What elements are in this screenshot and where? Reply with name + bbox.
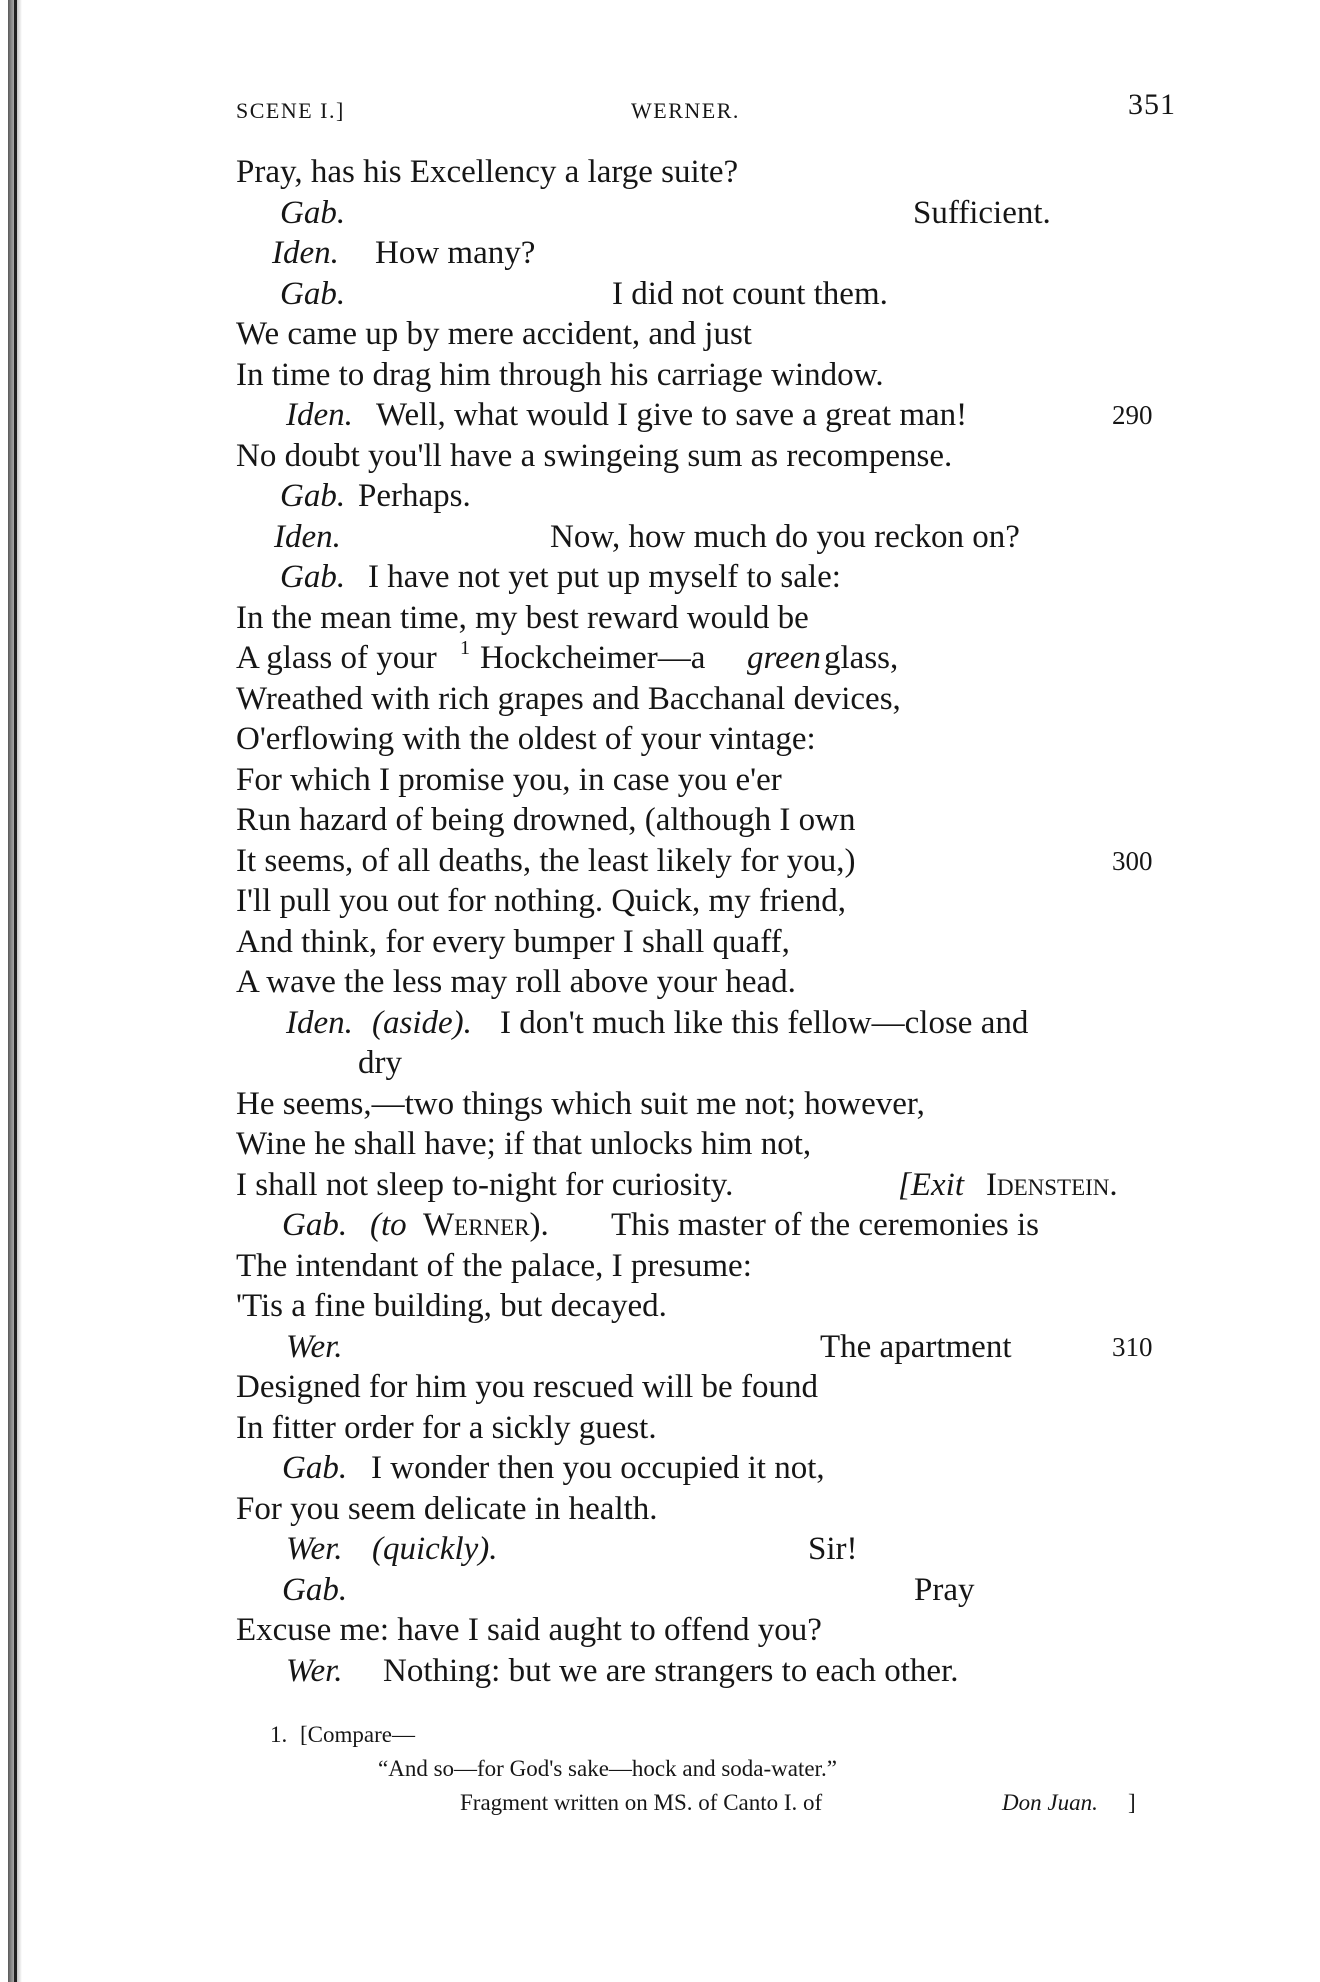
verse-line: In the mean time, my best reward would be (236, 599, 809, 636)
verse-line: I'll pull you out for nothing. Quick, my friend, (236, 883, 846, 919)
speaker-name: Gab. (280, 194, 346, 231)
verse-line: Wer. (quickly). Sir! (0, 1529, 1320, 1570)
stage-direction: [Exit (898, 1166, 964, 1203)
footnote-quote: “And so—for God's sake—hock and soda-water.” (378, 1756, 837, 1781)
verse-line: Gab. (to Werner). This master of the ceremonies is (0, 1205, 1320, 1246)
footnote-quote-line (0, 1756, 1320, 1790)
verse-line: He seems,—two things which suit me not; however, (236, 1085, 925, 1122)
footnote-marker: 1 (460, 637, 470, 659)
header-scene: SCENE I.] (236, 98, 345, 123)
verse-line: Wer. The apartment 310 (0, 1327, 1320, 1368)
footnote-close-bracket: ] (1128, 1790, 1136, 1815)
verse-line: I shall not sleep to-night for curiosity. [Exit Idenstein. (0, 1165, 1320, 1206)
footnote-heading (0, 1722, 1320, 1756)
verse-line: A glass of your 1 Hockcheimer—a green glass, (0, 638, 1320, 679)
speaker-name: Iden. (272, 235, 339, 271)
speaker-name: Gab. (282, 1450, 348, 1486)
stage-direction: (to (370, 1207, 407, 1243)
speaker-name: Gab. (280, 275, 346, 312)
line-number: 290 (1112, 400, 1153, 430)
verse-line: Gab. Sufficient. (0, 193, 1320, 234)
verse-line: The intendant of the palace, I presume: (236, 1247, 752, 1284)
verse-line: Iden. (aside). I don't much like this fellow—close and (0, 1003, 1320, 1044)
verse-line: Gab. I have not yet put up myself to sale: (0, 557, 1320, 598)
verse-line: Designed for him you rescued will be found (236, 1369, 818, 1405)
speaker-name: Gab. (282, 1571, 348, 1608)
verse-line: Run hazard of being drowned, (although I own (236, 802, 856, 838)
verse-line: Gab. I wonder then you occupied it not, (0, 1448, 1320, 1489)
stage-direction: Idenstein. (986, 1166, 1118, 1203)
verse-line: A wave the less may roll above your head. (236, 964, 796, 1000)
verse-line: Gab. Perhaps. (0, 476, 1320, 517)
verse-line: For which I promise you, in case you e'er (236, 761, 782, 798)
verse-line: Pray, has his Excellency a large suite? (236, 154, 739, 190)
line-number: 310 (1112, 1331, 1153, 1362)
line-number: 300 (1112, 845, 1153, 876)
verse-line: dry (358, 1045, 402, 1081)
speaker-name: Gab. (282, 1207, 348, 1243)
play-text (0, 152, 1320, 1691)
speaker-name: Gab. (280, 478, 346, 514)
verse-line: Wreathed with rich grapes and Bacchanal devices, (236, 680, 901, 717)
speaker-name: Iden. (286, 397, 353, 433)
footnote-source: Fragment written on MS. of Canto I. of (460, 1790, 823, 1815)
verse-line: Gab. I did not count them. (0, 274, 1320, 315)
verse-line: No doubt you'll have a swingeing sum as recompense. (236, 437, 953, 474)
stage-direction: (quickly). (372, 1531, 498, 1567)
verse-line: In time to drag him through his carriage window. (236, 356, 884, 393)
footnote-source-line (0, 1790, 1320, 1824)
verse-line: 'Tis a fine building, but decayed. (236, 1288, 667, 1324)
speaker-name: Wer. (286, 1531, 343, 1567)
footnote-source-title: Don Juan. (1002, 1790, 1098, 1815)
footnote-intro: [Compare— (300, 1722, 415, 1747)
verse-line: Excuse me: have I said aught to offend you? (236, 1612, 822, 1648)
speaker-name: Wer. (286, 1328, 343, 1365)
header-title: WERNER. (631, 98, 740, 123)
verse-line: It seems, of all deaths, the least likely for you,) 300 (0, 841, 1320, 882)
footnote-number: 1. (270, 1722, 288, 1747)
verse-line: Wine he shall have; if that unlocks him not, (236, 1126, 812, 1162)
stage-direction: (aside). (372, 1004, 472, 1041)
verse-line: For you seem delicate in health. (236, 1490, 658, 1527)
verse-line: We came up by mere accident, and just (236, 316, 752, 352)
speaker-name: Iden. (274, 518, 341, 555)
speaker-name: Iden. (286, 1004, 353, 1041)
verse-line: O'erflowing with the oldest of your vintage: (236, 721, 816, 757)
verse-line: Wer. Nothing: but we are strangers to each other. (0, 1651, 1320, 1692)
verse-line: In fitter order for a sickly guest. (236, 1409, 657, 1446)
stage-direction: Werner). (423, 1207, 549, 1243)
verse-line: Iden. Well, what would I give to save a great man! 290 (0, 395, 1320, 436)
page-number: 351 (1128, 88, 1176, 121)
verse-line: Iden. How many? (0, 233, 1320, 274)
speaker-name: Wer. (286, 1652, 343, 1689)
verse-line: And think, for every bumper I shall quaff, (236, 923, 790, 960)
verse-line: Iden. Now, how much do you reckon on? (0, 517, 1320, 558)
running-header (236, 88, 1176, 128)
verse-line: Gab. Pray (0, 1570, 1320, 1611)
speaker-name: Gab. (280, 559, 346, 595)
